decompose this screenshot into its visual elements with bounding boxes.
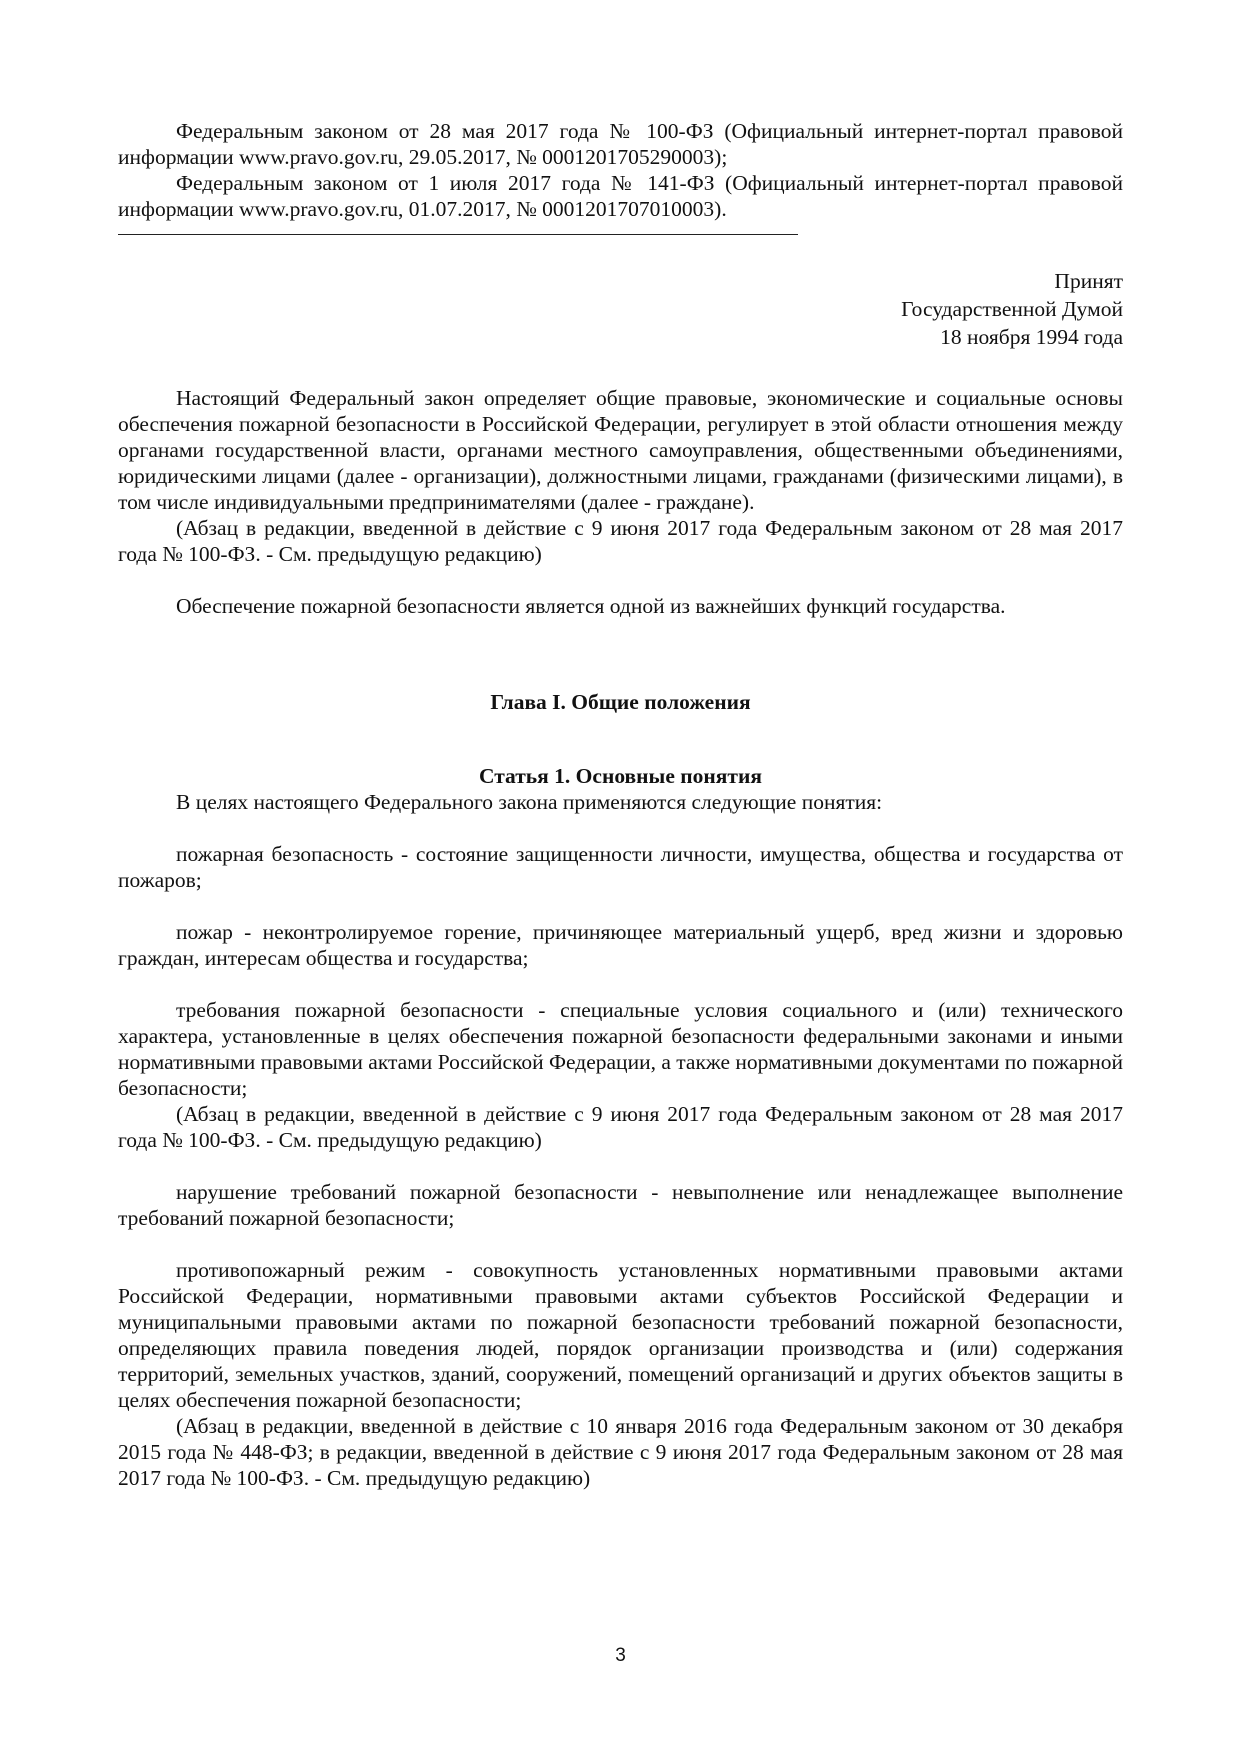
definition-fire: пожар - неконтролируемое горение, причиняющее материальный ущерб, вред жизни и здоровью граждан, интересам общества и государства; <box>118 920 1123 970</box>
definition-fire-safety: пожарная безопасность - состояние защищенности личности, имущества, общества и государства от пожаров; <box>118 842 1123 892</box>
adoption-block <box>118 267 1123 351</box>
edition-note: (Абзац в редакции, введенной в действие с 9 июня 2017 года Федеральным законом от 28 мая 2017 года № 100-ФЗ. - См. предыдущую редакцию) <box>118 516 1123 566</box>
chapter-title: Глава I. Общие положения <box>490 690 751 714</box>
definition-violation: нарушение требований пожарной безопасности - невыполнение или ненадлежащее выполнение требований пожарной безопасности; <box>118 1180 1123 1230</box>
adoption-line: Государственной Думой <box>901 297 1123 321</box>
page-number: 3 <box>615 1645 626 1666</box>
edition-note: (Абзац в редакции, введенной в действие с 9 июня 2017 года Федеральным законом от 28 мая 2017 года № 100-ФЗ. - См. предыдущую редакцию) <box>118 1102 1123 1152</box>
separator-line <box>118 234 798 235</box>
preamble-function: Обеспечение пожарной безопасности является одной из важнейших функций государства. <box>176 594 1006 618</box>
definition-fire-regime: противопожарный режим - совокупность установленных нормативными правовыми актами Российской Федерации, нормативными правовыми актами субъектов Российской Федерации и муниципальными правовыми актами по пожарной безопасности требований пожарной безопасности, определяющих правила поведения людей, порядок организации производства и (или) содержания территорий, земельных участков, зданий, сооружений, помещений организаций и других объектов защиты в целях обеспечения пожарной безопасности; <box>118 1258 1123 1412</box>
edition-note: (Абзац в редакции, введенной в действие с 10 января 2016 года Федеральным законом от 30 декабря 2015 года № 448-ФЗ; в редакции, введенной в действие с 9 июня 2017 года Федеральным законом от 28 мая 2017 года № 100-ФЗ. - См. предыдущую редакцию) <box>118 1414 1123 1490</box>
adoption-date: 18 ноября 1994 года <box>940 325 1123 349</box>
definition-requirements: требования пожарной безопасности - специальные условия социального и (или) технического характера, установленные в целях обеспечения пожарной безопасности федеральными законами и иными нормативными правовыми актами Российской Федерации, а также нормативными документами по пожарной безопасности; <box>118 998 1123 1100</box>
amendment-paragraph: Федеральным законом от 28 мая 2017 года № 100-ФЗ (Официальный интернет-портал правовой информации www.pravo.gov.ru, 29.05.2017, № 0001201705290003); <box>118 119 1123 169</box>
preamble-paragraph: Настоящий Федеральный закон определяет общие правовые, экономические и социальные основы обеспечения пожарной безопасности в Российской Федерации, регулирует в этой области отношения между органами государственной власти, органами местного самоуправления, общественными объединениями, юридическими лицами (далее - организации), должностными лицами, гражданами (физическими лицами), в том числе индивидуальными предпринимателями (далее - граждане). <box>118 386 1123 514</box>
adoption-line: Принят <box>1054 269 1123 293</box>
article-intro: В целях настоящего Федерального закона применяются следующие понятия: <box>176 790 883 814</box>
amendment-paragraph: Федеральным законом от 1 июля 2017 года № 141-ФЗ (Официальный интернет-портал правовой информации www.pravo.gov.ru, 01.07.2017, № 0001201707010003). <box>118 171 1123 221</box>
article-title: Статья 1. Основные понятия <box>478 764 762 788</box>
page-content <box>118 118 1123 1491</box>
